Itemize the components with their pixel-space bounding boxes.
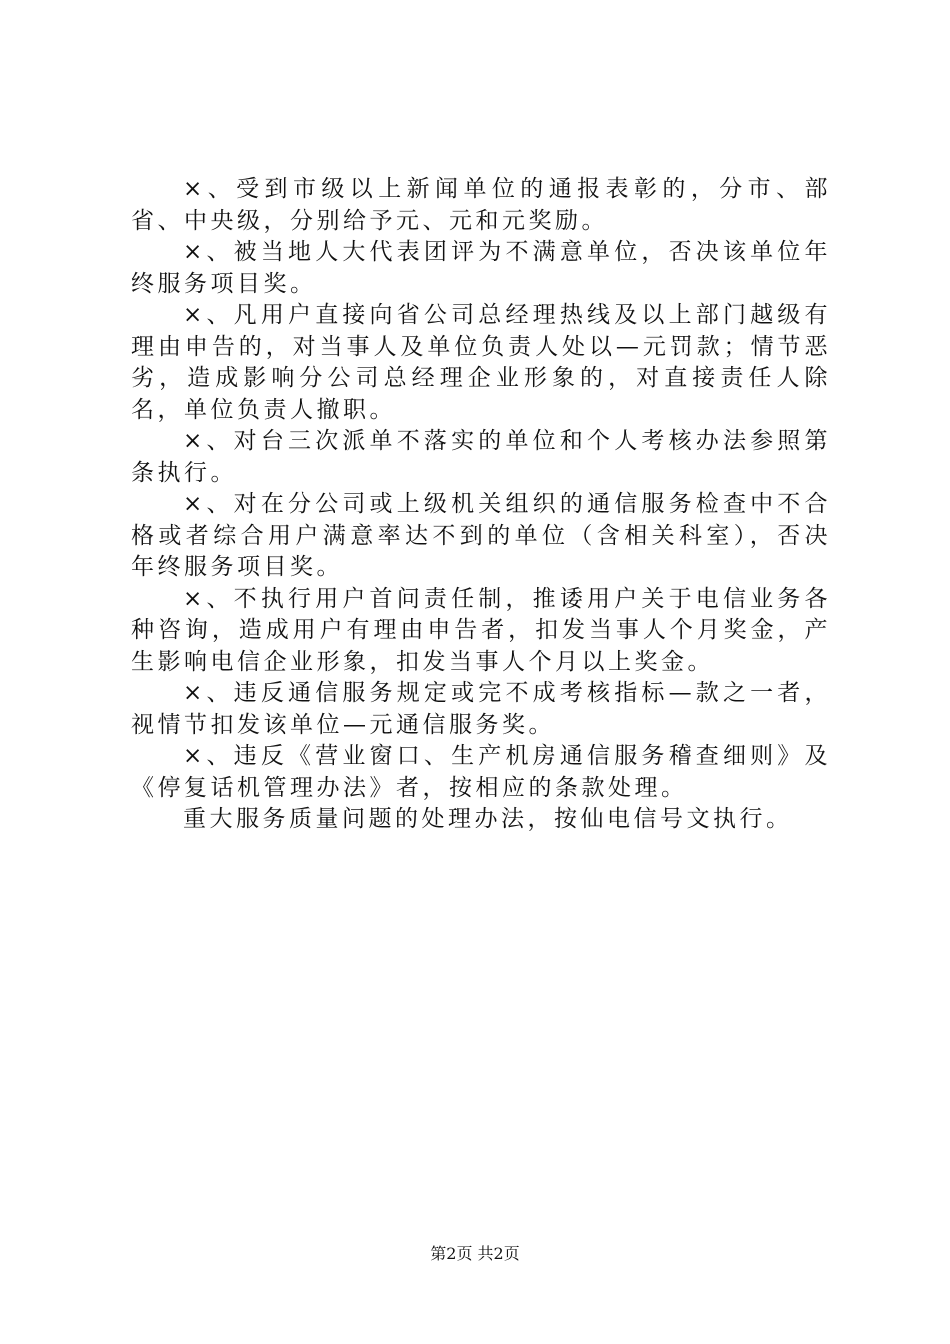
paragraph-7: ×、违反通信服务规定或完不成考核指标—款之一者，视情节扣发该单位—元通信服务奖。	[131, 680, 831, 738]
paragraph-6: ×、不执行用户首问责任制，推诿用户关于电信业务各种咨询，造成用户有理由申告者，扣发当事人个月奖金，产生影响电信企业形象，扣发当事人个月以上奖金。	[131, 585, 831, 675]
document-body	[131, 174, 831, 836]
paragraph-9: 重大服务质量问题的处理办法，按仙电信号文执行。	[183, 806, 793, 832]
page-number-footer: 第2页 共2页	[430, 1244, 520, 1263]
paragraph-3: ×、凡用户直接向省公司总经理热线及以上部门越级有理由申告的，对当事人及单位负责人处以—元罚款；情节恶劣，造成影响分公司总经理企业形象的，对直接责任人除名，单位负责人撤职。	[131, 302, 831, 423]
paragraph-1: ×、受到市级以上新闻单位的通报表彰的，分市、部省、中央级，分别给予元、元和元奖励。	[131, 176, 831, 234]
paragraph-8: ×、违反《营业窗口、生产机房通信服务稽查细则》及《停复话机管理办法》者，按相应的条款处理。	[131, 743, 831, 801]
paragraph-5: ×、对在分公司或上级机关组织的通信服务检查中不合格或者综合用户满意率达不到的单位（含相关科室），否决年终服务项目奖。	[131, 491, 831, 580]
paragraph-4: ×、对台三次派单不落实的单位和个人考核办法参照第条执行。	[131, 428, 831, 486]
paragraph-2: ×、被当地人大代表团评为不满意单位，否决该单位年终服务项目奖。	[131, 239, 831, 297]
